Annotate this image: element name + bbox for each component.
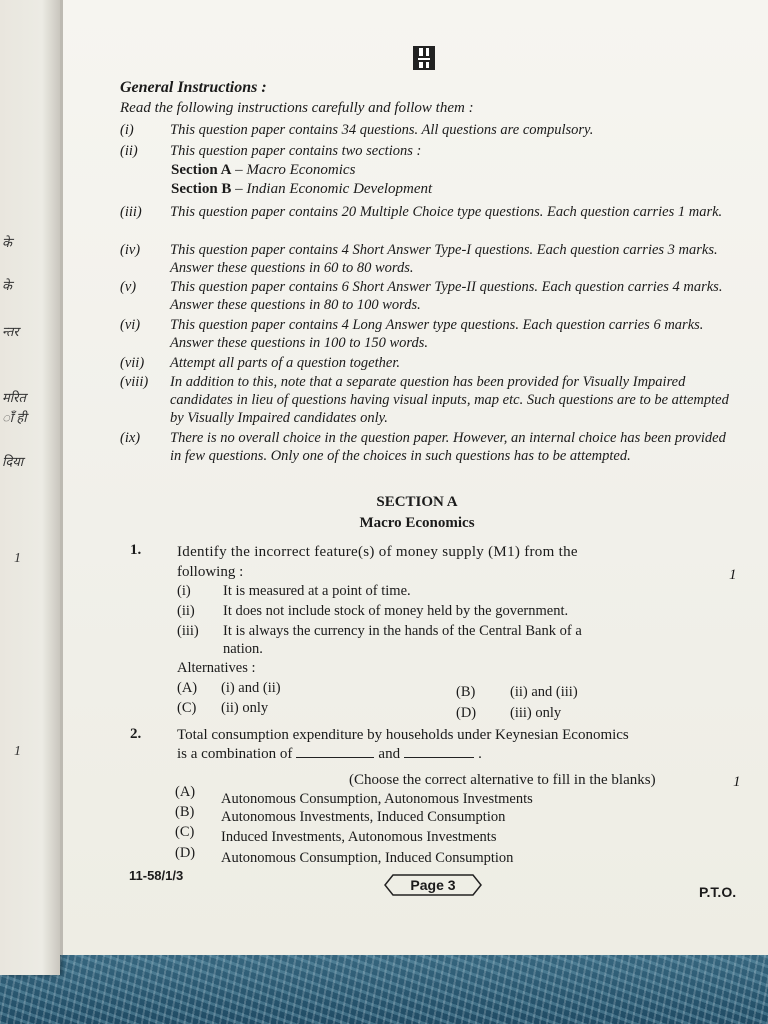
- left-page-fragment: के: [2, 235, 12, 250]
- instruction-number: (i): [120, 122, 134, 138]
- left-page-fragment: ॉं ही: [2, 410, 27, 425]
- instruction-text: This question paper contains 20 Multiple Choice type questions. Each question carries 1 mark.: [170, 204, 723, 220]
- question-stem: Total consumption expenditure by households under Keynesian Economics: [177, 727, 629, 743]
- question-stem-continued: [177, 745, 482, 763]
- stem-text: .: [478, 746, 482, 762]
- question-marks: 1: [729, 567, 737, 583]
- question-instruction: (Choose the correct alternative to fill in the blanks): [349, 772, 656, 788]
- instruction-number: (ii): [120, 143, 138, 159]
- instruction-item: [120, 429, 740, 465]
- question-number: 2.: [130, 726, 142, 742]
- section-name: – Macro Economics: [235, 162, 356, 178]
- section-line: [171, 181, 432, 198]
- instruction-number: (iii): [120, 204, 142, 220]
- stem-text: and: [378, 746, 401, 762]
- option-letter: (A): [177, 680, 198, 696]
- page-number: Page 3: [410, 877, 456, 893]
- option-text: (ii) only: [221, 700, 269, 716]
- option-text: Induced Investments, Autonomous Investments: [221, 829, 497, 845]
- option-letter: (D): [456, 705, 477, 721]
- section-name: – Indian Economic Development: [235, 181, 433, 197]
- sub-item-text: It is measured at a point of time.: [223, 583, 411, 599]
- instruction-number: (vii): [120, 355, 145, 371]
- section-label: Section B: [171, 181, 232, 197]
- instruction-item: [120, 241, 740, 277]
- page-number-badge: [383, 873, 483, 897]
- left-page-fragment: मरित: [2, 390, 26, 405]
- option-text: Autonomous Consumption, Autonomous Investments: [221, 791, 533, 807]
- instruction-number: (viii): [120, 374, 149, 390]
- question-marks: 1: [733, 774, 741, 790]
- left-page-edge: [0, 0, 60, 975]
- option-text: (i) and (ii): [221, 680, 281, 696]
- section-label: Section A: [171, 162, 232, 178]
- option-letter: (B): [456, 684, 476, 700]
- instruction-text: In addition to this, note that a separate question has been provided for Visually Impaired candidates in lieu of questions having visual inputs, map etc. Such questions are to be attempted by Visually Impaired candidates only.: [170, 374, 729, 426]
- left-page-fragment: के: [2, 278, 12, 293]
- option-text: Autonomous Consumption, Induced Consumption: [221, 850, 514, 866]
- sub-item-number: (iii): [177, 623, 199, 639]
- sub-item-number: (ii): [177, 603, 195, 619]
- instruction-item: [120, 278, 740, 314]
- left-page-mark: 1: [14, 551, 21, 566]
- paper-code: 11-58/1/3: [129, 868, 184, 883]
- stem-text: is a combination of: [177, 746, 293, 762]
- option-letter: (C): [177, 700, 197, 716]
- section-heading: SECTION A: [376, 494, 458, 510]
- question-number: 1.: [130, 542, 142, 558]
- section-line: [171, 162, 355, 179]
- fill-blank: [296, 745, 374, 758]
- instruction-text: This question paper contains 4 Short Answer Type-I questions. Each question carries 3 marks. Answer these questions in 60 to 80 words.: [170, 242, 718, 276]
- option-text: Autonomous Investments, Induced Consumption: [221, 809, 506, 825]
- instruction-item: [120, 354, 740, 372]
- left-page-fragment: दिया: [2, 454, 24, 469]
- instruction-text: Attempt all parts of a question together.: [170, 355, 400, 371]
- general-instructions-title: General Instructions :: [120, 79, 267, 96]
- pto-label: P.T.O.: [699, 884, 737, 900]
- instruction-number: (iv): [120, 242, 141, 258]
- left-page-fragment: न्तर: [2, 324, 19, 339]
- section-subheading: Macro Economics: [359, 515, 475, 531]
- left-page-mark: 1: [14, 744, 21, 759]
- question-stem: Identify the incorrect feature(s) of money supply (M1) from the: [177, 544, 578, 560]
- option-letter: (A): [175, 784, 196, 800]
- instruction-item: [120, 121, 740, 139]
- sub-item-text: nation.: [223, 641, 263, 657]
- sub-item-text: It does not include stock of money held by the government.: [223, 603, 569, 619]
- alternatives-label: Alternatives :: [177, 660, 256, 676]
- instruction-text: This question paper contains two sections :: [170, 143, 422, 159]
- instruction-number: (vi): [120, 317, 141, 333]
- qr-code-icon: [413, 46, 435, 70]
- fill-blank: [404, 745, 474, 758]
- instruction-number: (ix): [120, 430, 141, 446]
- instruction-text: This question paper contains 4 Long Answer type questions. Each question carries 6 marks. Answer these questions in 100 to 150 words.: [170, 317, 704, 351]
- instruction-text: This question paper contains 34 questions. All questions are compulsory.: [170, 122, 594, 138]
- option-text: (ii) and (iii): [510, 684, 578, 700]
- question-stem-continued: following :: [177, 564, 244, 580]
- option-text: (iii) only: [510, 705, 562, 721]
- instruction-item: [120, 373, 740, 427]
- general-instructions-intro: Read the following instructions carefully and follow them :: [120, 100, 474, 116]
- option-letter: (C): [175, 824, 195, 840]
- instruction-item: [120, 203, 740, 221]
- instruction-item: [120, 142, 740, 160]
- instruction-number: (v): [120, 279, 137, 295]
- instruction-text: This question paper contains 6 Short Answer Type-II questions. Each question carries 4 marks. Answer these questions in 80 to 100 words.: [170, 279, 723, 313]
- sub-item-number: (i): [177, 583, 191, 599]
- option-letter: (D): [175, 845, 196, 861]
- sub-item-text: It is always the currency in the hands of the Central Bank of a: [223, 623, 582, 639]
- instruction-item: [120, 316, 740, 352]
- option-letter: (B): [175, 804, 195, 820]
- question-paper-page: [60, 0, 768, 955]
- instruction-text: There is no overall choice in the question paper. However, an internal choice has been provided in few questions. Only one of the choices in such questions has to be attempted.: [170, 430, 726, 464]
